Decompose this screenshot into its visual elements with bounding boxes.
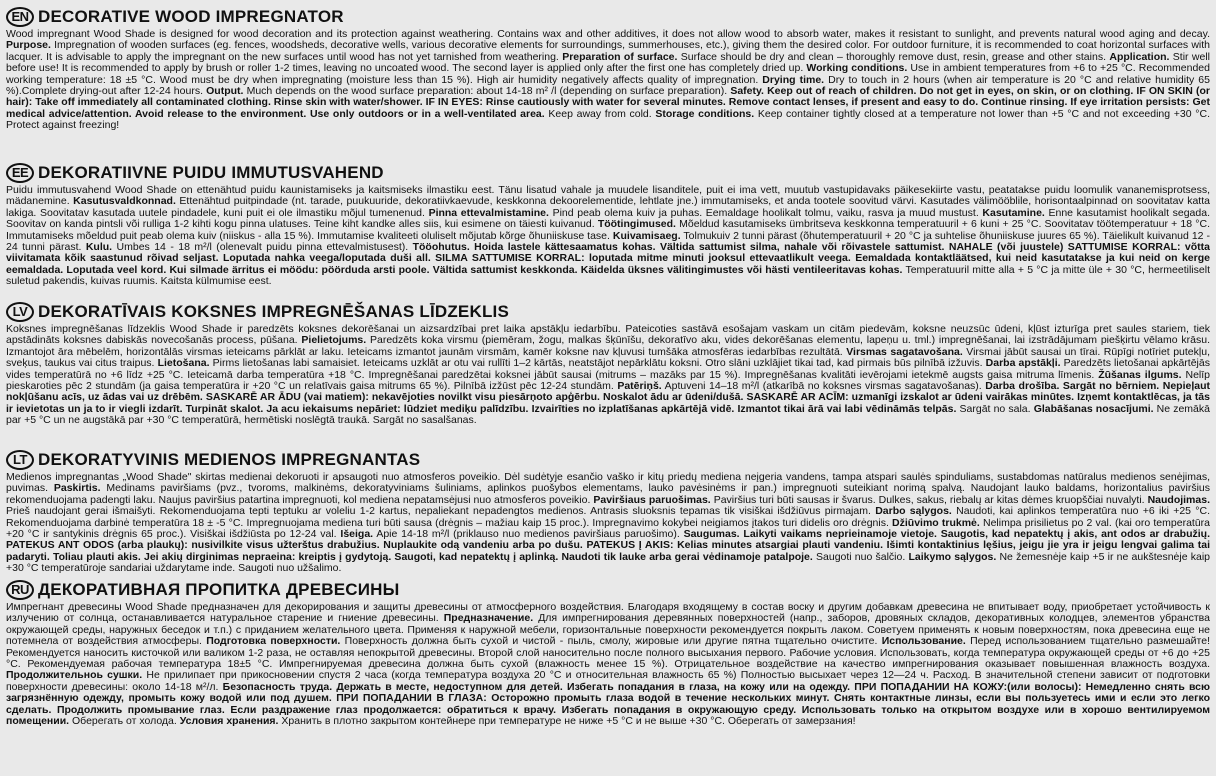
bold-text-run: Išeiga. — [340, 528, 374, 541]
text-run: Импрегнант древесины Wood Shade предназначен для декорирования и защиты древесины от атмосферного воздействия. Благодаря входящему в состав воску и другим добавкам древесина не впитывает воду, приобретает устойчивость к излучению от солнца, останавливается натуральное старение и гниение древесины. — [6, 602, 1210, 625]
bold-text-run: Darba drošība. Sargāt no bērniem. Nepieļaut nokļūšanu acīs, uz ādas vai uz drēbēm. SASKARĒ AR ĀDU (vai matiem): nekavējoties novilkt visu piesārņoto apģērbu. Noskalot ādu ar ūdeni/dušā. SASKARĒ AR ACĪM: uzmanīgi izskalot ar ūdeni vairākas minūtes. Izņemt kontaktlēcas, ja tās ir ievietotas un ja to ir viegli izdarīt. Turpināt skalot. Ja acu iekaisums nepāriet: lūdziet mediķu palīdzību. Izvairīties no izplatīšanas apkārtējā vidē. Izmantot tikai ārā vai labi vēdināmās telpās. — [6, 380, 1210, 415]
text-run: Umbes 14 - 18 m²/l (olenevalt puidu pinna ettevalmistusest). — [112, 241, 413, 254]
bold-text-run: Working conditions. — [806, 62, 908, 75]
bold-text-run: Kuivamisaeg. — [612, 229, 681, 242]
bold-text-run: Output. — [206, 85, 244, 98]
bold-text-run: Drying time. — [762, 73, 825, 86]
text-run: Wood impregnant Wood Shade is designed for wood decoration and its protection against weathering. Contains wax and other additives, it does not allow wood to absorb water, makes it resistant to sunlight, and prevents natural wood aging and decay. — [6, 29, 1210, 40]
section-header — [6, 447, 1210, 472]
text-run: Ettenähtud puitpindade (nt. tarade, puukuuride, dekoratiivkaevude, keskkonna dekoorelementide, lehtlate jne.) immutamiseks, et anda tootele soovitud värvi. Kasutades välimööblile, horisontaalpinnad on soovitatav katta lakiga. Soovitatav kasutada uutele pindadele, kuni puit ei ole ilmastiku mõjul tumenenud. — [6, 195, 1210, 219]
bold-text-run: Pielietojums. — [301, 334, 367, 347]
bold-text-run: Условия хранения. — [179, 715, 279, 728]
language-badge-en: EN — [6, 7, 34, 27]
section-lt — [6, 447, 1210, 576]
bold-text-run: Продолжительноь сушки. — [6, 669, 143, 682]
bold-text-run: Preparation of surface. — [562, 50, 678, 63]
bold-text-run: Application. — [1109, 50, 1170, 63]
text-run: Medinams paviršiams (pvz., tvoroms, malkinėms, dekoratyviniams šuliniams, aplinkos puošybos elementams, lauko pavėsinėms ir pan.) impregnuoti suteikiant norimą spalvą. Naudojant lauko baldams, horizontalius paviršius rekomenduojama padengti laku. Naujus paviršius patartina impregnuoti, kol mediena nepatamsėjusi nuo atmosferos poveikio. — [6, 482, 1210, 506]
bold-text-run: Подготовка поверхности. — [206, 635, 341, 648]
bold-text-run: Patēriņš. — [617, 380, 662, 393]
bold-text-run: Darba apstākļi. — [985, 357, 1061, 370]
text-run: Naudoti, kai aplinkos temperatūra nuo +6 iki +25 °C. Rekomenduojama darbinė temperatūra 18 ± -5 °C. Impregnuojama mediena turi būti sausa (drėgnis – mažiau kaip 15 proc.). Impregnavimo kokybei neigiamos įtakos turi didelis oro drėgnis. — [6, 505, 1210, 529]
section-body-ee — [6, 185, 1210, 298]
bold-text-run: Glabāšanas nosacījumi. — [1033, 402, 1154, 415]
text-run: Surface should be dry and clean – thoroughly remove dust, resin, grease and other stains. — [677, 50, 1110, 63]
language-badge-ee: EE — [6, 163, 34, 183]
text-run: Tolmukuiv 2 tunni pärast (õhutemperatuuril + 20 °C ja suhtelise õhuniiskuse juures 65 %). Täielikult kuivanud 12 - 24 tunni pärast. — [6, 229, 1210, 254]
text-run: Apie 14-18 m²/l (priklauso nuo medienos paviršiaus paruošimo). — [373, 528, 684, 541]
text-run: Хранить в плотно закрытом контейнере при температуре не ниже +5 °C и не выше +30 °C. Оберегать от замерзания! — [278, 715, 856, 728]
section-header — [6, 299, 1210, 324]
text-run: Koksnes impregnēšanas līdzeklis Wood Shade ir paredzēts koksnes dekorēšanai un aizsardzībai pret laika apstākļu iedarbību. Pateicoties sastāvā esošajam vaskam un citām piedevām, koksne neuzsūc ūdeni, kļūst izturīga pret saules stariem, tiek apstādināts koksnes dabiskās novecošanās process, pūšana. — [6, 324, 1210, 347]
text-run: Mõeldud kasutamiseks ümbritseva keskkonna temperatuuril + 6 kuni + 25 °C. Soovitatav töötemperatuur + 18 °C. Immutamiseks mõeldud puit peab olema kuiv (niiskus - alla 15 %). Immutamise kvaliteeti oluliselt mõjutab kõrge õhuniiskuse tase. — [6, 218, 1210, 242]
text-run: Medienos impregnantas „Wood Shade" skirtas medienai dekoruoti ir apsaugoti nuo atmosferos poveikio. Dėl sudėtyje esančio vaško ir kitų priedų mediena neįgeria vandens, tampa atspari saulės spinduliams, sustabdomas natūralus medienos senėjimas, puvimas. — [6, 472, 1210, 495]
text-run: Pind peab olema kuiv ja puhas. Eemaldage hoolikalt tolmu, vaiku, rasva ja muud mustust. — [548, 206, 983, 219]
bold-text-run: Darbo sąlygos. — [875, 505, 952, 518]
section-en — [6, 4, 1210, 159]
text-run: Sargāt no sala. — [956, 402, 1034, 415]
text-run: Не прилипает при прикосновении спустя 2 часа (когда температура воздуха 20 °C и относительная влажность 65 %) Полностью высыхает через 12—24 ч. Расход. В значительной степени зависит от подготовки поверхности древесины: около 14-18 м²/л. — [6, 669, 1210, 693]
bold-text-run: Džiūvimo trukmė. — [892, 516, 980, 529]
section-body-ru — [6, 602, 1210, 754]
text-run: Temperatuuril mitte alla + 5 °C ja mitte üle + 30 °C, hermeetiliselt suletud pakendis, kuivas ruumis. Kaitsta külmumise eest. — [6, 263, 1210, 288]
bold-text-run: Safety. Keep out of reach of children. Do not get in eyes, on skin, or on clothing. IF ON SKIN (or hair): Take off immediately all contaminated clothing. Rinse skin with water/shower. IF IN EYES: Rinse cautiously with water for several minutes. Remove contact lenses, if present and easy to do. Continue rinsing. If eye irritation persists: Get medical advice/attention. Avoid release to the environment. Use only outdoors or in a well-ventilated area. — [6, 85, 1210, 120]
text-run: Saugoti nuo šalčio. — [812, 550, 909, 563]
text-run: Prieš naudojant gerai išmaišyti. Rekomenduojama tepti teptuku ar voleliu 1-2 kartus, nepaliekant nepadengtos medienos. Antrasis sluoksnis tepamas tik visiškai išdžiūvus pirmajam. — [6, 505, 876, 518]
bold-text-run: Pinna ettevalmistamine. — [428, 206, 549, 219]
text-run: Ne zemākā par +5 °C un ne augstākā par +30 °C temperatūrā, hermētiski noslēgtā traukā. Sargāt no sasalšanas. — [6, 402, 1210, 427]
language-badge-lt: LT — [6, 450, 34, 470]
bold-text-run: Kasutamine. — [982, 206, 1045, 219]
bold-text-run: Storage conditions. — [655, 107, 755, 120]
text-run: Paredzēts lietošanai apkārtējās vides temperatūrā no +6 līdz +25 °C. Ieteicamā darba temperatūra +18 °C. Impregnēšanai paredzētai koksnei jābūt sausai (mitrums – mazāks par 15 %). Impregnēšanas kvalitāti ievērojami ietekmē augsts gaisa mitruma līmenis. — [6, 357, 1210, 381]
text-run: Keep away from cold. — [544, 107, 656, 120]
bold-text-run: Laikymo sąlygos. — [908, 550, 997, 563]
section-title-ee: DEKORATIIVNE PUIDU IMMUTUSVAHEND — [38, 162, 384, 182]
bold-text-run: Kasutusvaldkonnad. — [73, 195, 176, 208]
bold-text-run: Saugumas. Laikyti vaikams neprieinamoje vietoje. Saugotis, kad nepatektų į akis, ant odos ar drabužių. PATEKUS ANT ODOS (arba plaukų): nusivilkite visus užterštus drabužius. Nuplaukite odą vandeniu arba po dušu. PATEKUS Į AKIS: Kelias minutes atsargiai plauti vandeniu. Išimti kontaktinius lęšius, jeigu jie yra ir jeigu lengvai galima tai padaryti. Toliau plauti akis. Jei akių dirginimas nepraeina: kreiptis į gydytoją. Saugoti, kad nepatektų į aplinką. Naudoti tik lauke arba gerai vėdinamoje patalpoje. — [6, 528, 1210, 563]
text-run: Keep container tightly closed at a temperature not lower than +5 °C and not exceeding +30 °C. Protect against freezing! — [6, 107, 1210, 132]
text-run: Nelimpa prisilietus po 2 val. (kai oro temperatūra +20 °C ir santykinis drėgnis 65 proc.). Visiškai išdžiūsta po 12-24 val. — [6, 516, 1210, 541]
section-body-lv — [6, 324, 1210, 446]
section-lv — [6, 299, 1210, 446]
text-run: Поверхность должна быть сухой и чистой - пыль, смолу, жировые или другие пятна тщательно очистите. — [340, 635, 882, 648]
bold-text-run: Paskirtis. — [53, 482, 101, 495]
section-body-en — [6, 29, 1210, 159]
bold-text-run: Безопасность труда. Держать в месте, недоступном для детей. Избегать попадания в глаза, на кожу или на одежду. ПРИ ПОПАДАНИИ НА КОЖУ:(или волосы): Немедленно снять всю загрязнённую одежду, промыть кожу водой или под душем. ПРИ ПОПАДАНИИ В ГЛАЗА: Осторожно промыть глаза водой в течение нескольких минут. Снять контактные линзы, если вы пользуетесь ими и если это легко сделать. Продолжить промывание глаз. Если раздражение глаз продолжается: обратиться к врачу. Избегать попадания в окружающую среду. Использовать только на открытом воздухе или в хорошо вентилируемом помещении. — [6, 680, 1210, 728]
bold-text-run: Naudojimas. — [1147, 493, 1210, 506]
bold-text-run: Lietošana. — [157, 357, 210, 370]
text-run: Dry to touch in 2 hours (when air temperature is 20 °C and relative humidity 65 %).Complete drying-out after 12-24 hours. — [6, 73, 1210, 98]
text-run: Use in ambient temperatures from +6 to +25 °C. Recommended working temperature: 18 ±5 °C. Wood must be dry when impregnating (moisture less than 15 %). High air humidity negatively affects quality of impregnation. — [6, 62, 1210, 86]
text-run: Puidu immutusvahend Wood Shade on ettenähtud puidu kaunistamiseks ja kaitsmiseks ilmastiku eest. Tänu lisatud vahale ja muudele lisanditele, puit ei ima vett, muutub vastupidavaks päikesekiirte vastu, peatatakse puidu loomulik vananemisprotsess, mädanemine. — [6, 185, 1210, 208]
text-run: Enne kasutamist hoolikalt segada. Soovitav on kanda pintsli või rulliga 1-2 kihti kogu pinna ulatuses. Teine kiht kandke alles siis, kui esimene on täiesti kuivanud. — [6, 206, 1210, 231]
bold-text-run: Paviršiaus paruošimas. — [593, 493, 711, 506]
section-title-lv: DEKORATĪVAIS KOKSNES IMPREGNĒŠANAS LĪDZEKLIS — [38, 301, 509, 321]
bold-text-run: Kulu. — [85, 241, 113, 254]
text-run: Перед использованием тщательно размешайте! Рекомендуется наносить кисточкой или валиком 1-2 раза, не оставляя непокрытой древесины. Второй слой наносительно после полного высыхания первого. Рабочие условия. Использовать, когда температура окружающей среды от +6 до +25 °C. Рекомендуемая рабочая температура 18±5 °C. Импрегнируемая древесина должна быть сухой (влажность менее 15 %). Отрицательное воздействие на качество импрегнирования оказывает повышенная влажность воздуха. — [6, 635, 1210, 671]
text-run: Impregnation of wooden surfaces (eg. fences, woodsheds, decorative wells, various decorative elements for surroundings, summerhouses, etc.), giving them the desired color. For outdoor furniture, it is recommended to coat horizontal surfaces with lacquer. It is advisable to apply the impregnant on the new surfaces until wood has not yet tarnished from weathering. — [6, 39, 1210, 63]
bold-text-run: Purpose. — [6, 39, 51, 52]
language-badge-lv: LV — [6, 302, 34, 322]
section-ee — [6, 160, 1210, 298]
text-run: Nelīp pieskaroties pēc 2 stundām (ja gaisa temperatūra ir +20 °C un relatīvais gaisa mitrums 65 %). Pilnībā izžūst pēc 12-24 stundām. — [6, 368, 1210, 393]
text-run: Virsmai jābūt sausai un tīrai. Rūpīgi notīriet putekļu, sveķus, taukus vai citus traipus. — [6, 345, 1210, 370]
text-run: Paviršius turi būti sausas ir švarus. Dulkes, sakus, riebalų ar kitas dėmes kruopščiai nuvalyti. — [710, 493, 1148, 506]
text-run: Much depends on the wood surface preparation: about 14-18 m² /l (depending on surface preparation). — [243, 85, 731, 98]
bold-text-run: Tööohutus. Hoida lastele kättesaamatus kohas. Vältida sattumist silma, nahale või rõivastele sattumist. NAHALE (või juustele) SATTUMISE KORRAL: võtta viivitamata kõik saastunud rõivad seljast. Loputada nahka veega/loputada duši all. SILMA SATTUMISE KORRAL: loputada mitme minuti jooksul ettevaatlikult veega. Eemaldada kontaktläätsed, kui neid kasutatakse ja kui neid on kerge eemaldada. Loputada veel kord. Kui silmade ärritus ei möödu: pöörduda arsti poole. Vältida sattumist keskkonda. Käidelda üksnes välitingimustes või hästi ventileeritavas kohas. — [6, 241, 1210, 276]
text-run: Ne žemesnėje kaip +5 ir ne aukštesnėje kaip +30 °C temperatūroje sandariai uždarytame inde. Saugoti nuo užšalimo. — [6, 550, 1210, 575]
section-title-en: DECORATIVE WOOD IMPREGNATOR — [38, 6, 344, 26]
bold-text-run: Virsmas sagatavošana. — [846, 345, 963, 358]
section-ru — [6, 577, 1210, 754]
section-title-ru: ДЕКОРАТИВНАЯ ПРОПИТКА ДРЕВЕСИНЫ — [38, 579, 400, 599]
bold-text-run: Žūšanas ilgums. — [1098, 368, 1182, 381]
section-header — [6, 577, 1210, 602]
text-run: Paredzēts koka virsmu (piemēram, žogu, malkas šķūnīšu, dekoratīvo aku, vides dekorēšanas elementu, lapeņu u. tml.) impregnēšanai, lai izstrādājumam piešķirtu vēlamo krāsu. Izmantojot āra mēbelēm, horizontālās virsmas ieteicams pārklāt ar laku. Ieteicams izmantot jaunām virsmām, kamēr koksne nav kļuvusi tumšāka atmosfēras iedarbības rezultātā. — [6, 334, 1210, 358]
text-run: Aptuveni 14–18 m²/l (atkarībā no koksnes virsmas sagatavošanas). — [661, 380, 986, 393]
bold-text-run: Использование. — [881, 635, 966, 648]
section-body-lt — [6, 472, 1210, 576]
section-title-lt: DEKORATYVINIS MEDIENOS IMPREGNANTAS — [38, 449, 421, 469]
text-run: Pirms lietošanas labi samaisiet. Ieteicams uzklāt ar otu vai rullīti 1–2 kārtās, neatstājot nepārklātu koksni. Otro slāni uzklājiet tikai tad, kad pirmais būs pilnībā izžuvis. — [209, 357, 986, 370]
bold-text-run: Предназначение. — [443, 612, 534, 625]
language-badge-ru: RU — [6, 580, 34, 600]
section-header — [6, 160, 1210, 185]
text-run: Оберегать от холода. — [69, 715, 180, 728]
text-run: Stir well before use! It is recommended to apply by brush or roller 1-2 times, leaving no uncoated wood. The second layer is applied only after the first one has completely dried up. — [6, 50, 1210, 75]
text-run: Для импрегнирования деревянных поверхностей (напр., заборов, дровяных складов, декоративных колодцев, элементов убранства окружающей среды, наружных беседок и т.п.) с приданием желательного цвета. Применяя к наружной мебели, горизонтальные поверхности рекомендуется покрыть лаком. Советуем применять к новым поверхностям, пока древесина еще не потемнела от воздействия атмосферы. — [6, 612, 1210, 648]
section-header — [6, 4, 1210, 29]
bold-text-run: Töötingimused. — [597, 218, 676, 231]
